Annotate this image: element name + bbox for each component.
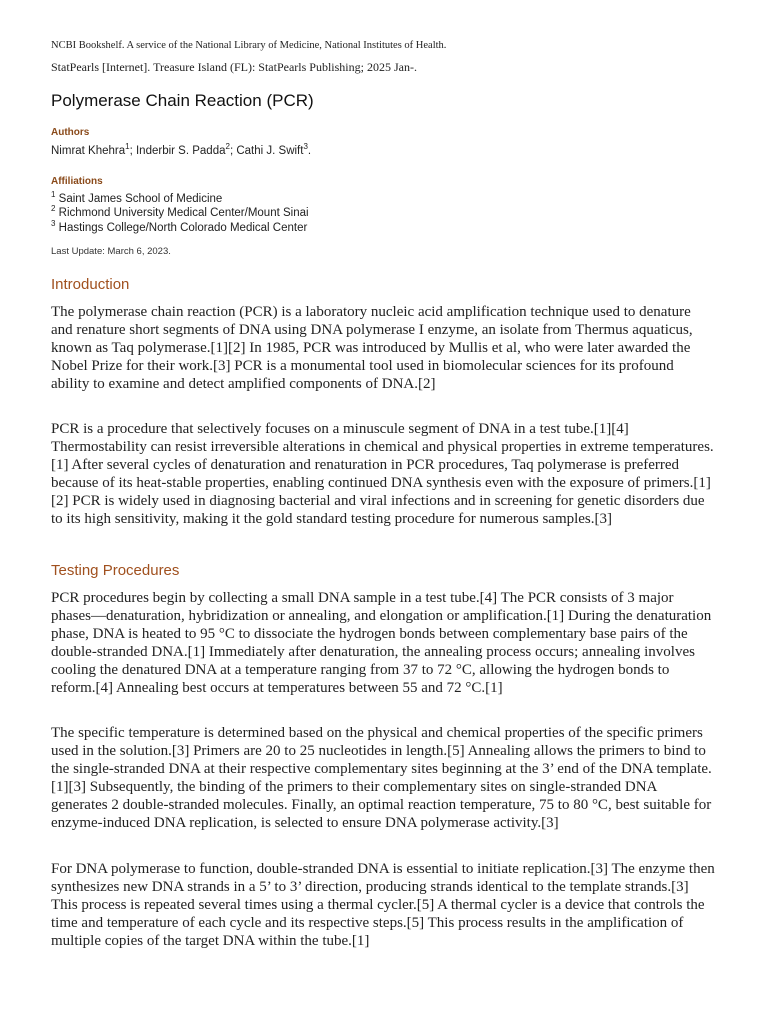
section-heading-introduction: Introduction — [51, 276, 130, 293]
paragraph: The polymerase chain reaction (PCR) is a laboratory nucleic acid amplification technique used to denature and renature short segments of DNA using DNA polymerase I enzyme, an isolate from Thermus aquaticus, known as Taq polymerase.[1][2] In 1985, PCR was introduced by Mullis et al, who were later awarded the Nobel Prize for their work.[3] PCR is a monumental tool used in biomolecular sciences for its profound ability to examine and detect amplified components of DNA.[2] — [51, 304, 693, 392]
last-update: Last Update: March 6, 2023. — [51, 246, 171, 257]
affiliation-number: 2 — [51, 204, 56, 214]
author-name[interactable]: Nimrat Khehra — [51, 145, 126, 157]
author-affiliation-ref: 2 — [225, 142, 230, 152]
affiliations-label: Affiliations — [51, 176, 103, 187]
affiliation-item — [51, 219, 308, 234]
authors-list — [51, 142, 312, 157]
affiliation-number: 3 — [51, 219, 56, 229]
author-affiliation-ref: 3 — [303, 142, 308, 152]
author-separator: . — [307, 145, 312, 157]
author-separator: ; — [229, 145, 237, 157]
paragraph: PCR procedures begin by collecting a small DNA sample in a test tube.[4] The PCR consists of 3 major phases—denaturation, hybridization or annealing, and elongation or amplification.[1] During the denaturation phase, DNA is heated to 95 °C to dissociate the hydrogen bonds between complementary base pairs of the double-stranded DNA.[1] Immediately after denaturation, the annealing process occurs; annealing involves cooling the denatured DNA at a temperature ranging from 37 to 72 °C, allowing the hydrogen bonds to reform.[4] Annealing best occurs at temperatures between 55 and 72 °C.[1] — [51, 590, 712, 696]
section-heading-testing-procedures: Testing Procedures — [51, 562, 180, 579]
affiliation-text: Richmond University Medical Center/Mount Sinai — [58, 207, 309, 219]
paragraph: For DNA polymerase to function, double-stranded DNA is essential to initiate replication.[3] The enzyme then synthesizes new DNA strands in a 5’ to 3’ direction, producing strands identical to the template strands.[3] This process is repeated several times using a thermal cycler.[5] A thermal cycler is a device that controls the time and temperature of each cycle and its respective steps.[5] This process results in the amplification of multiple copies of the target DNA within the tube.[1] — [51, 861, 715, 949]
affiliation-item — [51, 204, 309, 219]
author-affiliation-ref: 1 — [125, 142, 130, 152]
bookshelf-header: NCBI Bookshelf. A service of the National Library of Medicine, National Institutes of Health. — [51, 40, 447, 51]
authors-label: Authors — [51, 127, 90, 138]
affiliation-text: Saint James School of Medicine — [58, 193, 223, 205]
paragraph: PCR is a procedure that selectively focuses on a minuscule segment of DNA in a test tube.[1][4] Thermostability can resist irreversible alterations in chemical and physical properties in extreme temperatures.[1] After several cycles of denaturation and renaturation in PCR procedures, Taq polymerase is preferred because of its heat-stable properties, enabling continued DNA synthesis even with the exposure of primers.[1][2] PCR is widely used in diagnosing bacterial and viral infections and in screening for genetic disorders due to its high sensitivity, making it the gold standard testing procedure for numerous samples.[3] — [51, 421, 714, 527]
affiliation-number: 1 — [51, 190, 56, 200]
author-name[interactable]: Cathi J. Swift — [236, 145, 304, 157]
page-title: Polymerase Chain Reaction (PCR) — [51, 91, 314, 110]
affiliation-item — [51, 190, 223, 205]
author-separator: ; — [129, 145, 136, 157]
paragraph: The specific temperature is determined based on the physical and chemical properties of the specific primers used in the solution.[3] Primers are 20 to 25 nucleotides in length.[5] Annealing allows the primers to bind to the single-stranded DNA at their respective complementary sites beginning at the 3’ end of the DNA template.[1][3] Subsequently, the binding of the primers to their complementary sites on single-stranded DNA generates 2 double-stranded molecules. Finally, an optimal reaction temperature, 75 to 80 °C, best suitable for enzyme-induced DNA replication, is selected to ensure DNA polymerase activity.[3] — [51, 725, 712, 831]
affiliation-text: Hastings College/North Colorado Medical Center — [58, 222, 308, 234]
author-name[interactable]: Inderbir S. Padda — [135, 145, 226, 157]
citation-header: StatPearls [Internet]. Treasure Island (FL): StatPearls Publishing; 2025 Jan-. — [51, 60, 417, 74]
